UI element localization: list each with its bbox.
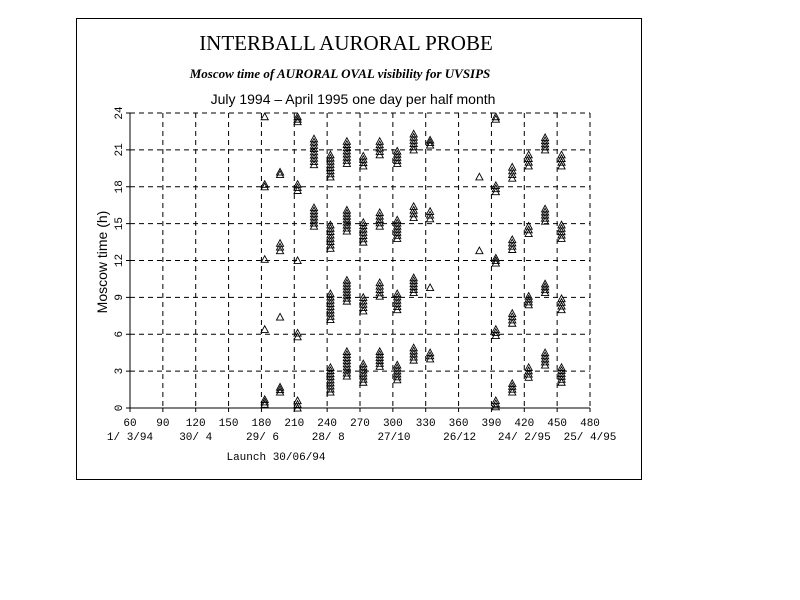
data-cluster [343,348,350,379]
y-tick-label: 6 [114,330,126,338]
data-cluster [294,397,301,411]
data-point [276,388,283,395]
date-label: 25/ 4/95 [563,432,617,444]
data-cluster [509,310,516,326]
data-cluster [426,284,433,291]
date-label: 29/ 6 [246,432,280,444]
data-cluster [541,349,548,368]
data-cluster [294,329,301,339]
data-cluster [376,209,383,229]
data-cluster [558,364,565,385]
data-cluster [558,151,565,169]
data-cluster [426,349,433,362]
grid [126,113,590,412]
data-cluster [294,181,301,194]
data-cluster [327,290,334,322]
data-cluster [343,138,350,167]
data-point [492,116,499,123]
data-point [476,247,483,254]
data-cluster [276,168,283,177]
date-label: 30/ 4 [179,432,213,444]
data-point [476,173,483,180]
y-tick-label: 9 [114,294,126,301]
x-tick-label: 120 [185,418,206,430]
data-point [276,313,283,320]
x-tick-label: 240 [317,418,338,430]
data-cluster [327,151,334,180]
data-cluster [261,113,268,120]
data-cluster [376,279,383,299]
data-cluster [410,344,417,363]
launch-annotation: Launch 30/06/94 [226,452,326,464]
data-point [261,326,268,333]
data-cluster [310,204,317,229]
data-point [426,284,433,291]
x-tick-label: 480 [580,418,600,430]
data-cluster [525,222,532,236]
data-cluster [261,396,268,408]
data-cluster [394,361,401,382]
date-label: 28/ 8 [311,432,345,444]
data-cluster [541,280,548,295]
data-cluster [492,326,499,339]
data-cluster [360,152,367,168]
data-cluster [376,348,383,369]
x-tick-label: 210 [284,418,305,430]
data-cluster [394,216,401,241]
date-labels [107,432,617,444]
data-cluster [541,134,548,153]
x-tick-label: 360 [448,418,469,430]
x-tick-label: 180 [251,418,272,430]
data-cluster [492,113,499,122]
data-point [261,401,268,408]
data-point [426,141,433,148]
data-points [261,113,565,411]
x-tick-label: 300 [382,418,403,430]
data-cluster [426,208,433,222]
y-tick-label: 18 [114,180,126,194]
data-cluster [360,294,367,314]
x-tick-label: 60 [123,418,137,430]
data-cluster [343,207,350,235]
data-cluster [360,219,367,245]
date-label: 26/12 [443,432,477,444]
data-cluster [541,205,548,224]
x-tick-label: 330 [415,418,436,430]
data-cluster [394,290,401,313]
x-tick-label: 90 [156,418,170,430]
data-cluster [261,256,268,263]
data-cluster [376,138,383,158]
data-cluster [327,221,334,251]
data-cluster [525,364,532,380]
data-cluster [327,364,334,395]
data-point [261,113,268,120]
y-tick-label: 15 [114,217,126,231]
y-tick-labels [114,106,126,411]
data-cluster [276,240,283,254]
y-axis-label: Moscow time (h) [94,210,110,314]
data-cluster [261,326,268,333]
data-cluster [509,236,516,252]
data-cluster [426,136,433,148]
data-cluster [525,151,532,169]
y-tick-label: 3 [114,367,126,375]
y-tick-label: 24 [114,106,126,120]
data-cluster [476,247,483,254]
data-cluster [476,173,483,180]
chart-title: INTERBALL AURORAL PROBE [199,31,493,55]
data-cluster [509,163,516,181]
data-cluster [276,313,283,320]
data-point [261,256,268,263]
data-cluster [410,203,417,221]
data-cluster [509,380,516,395]
data-cluster [343,277,350,305]
data-cluster [261,181,268,190]
chart-period: July 1994 – April 1995 one day per half month [210,91,496,107]
y-tick-label: 21 [114,143,126,157]
x-tick-label: 150 [218,418,239,430]
x-tick-label: 270 [350,418,370,430]
date-label: 27/10 [377,432,411,444]
chart-subtitle: Moscow time of AURORAL OVAL visibility for UVSIPS [189,66,491,81]
data-point [276,171,283,178]
data-cluster [558,221,565,241]
data-cluster [276,384,283,396]
data-point [294,118,301,125]
data-cluster [492,182,499,195]
y-tick-label: 0 [114,404,126,412]
date-label: 24/ 2/95 [497,432,551,444]
x-tick-label: 450 [547,418,568,430]
x-tick-label: 390 [481,418,502,430]
data-cluster [310,135,317,167]
data-cluster [294,113,301,125]
y-tick-label: 12 [114,253,126,268]
data-cluster [410,130,417,153]
data-cluster [360,360,367,385]
date-label: 1/ 3/94 [106,432,154,444]
data-cluster [525,293,532,308]
x-tick-label: 420 [514,418,535,430]
data-cluster [410,274,417,295]
x-tick-labels [123,418,600,430]
